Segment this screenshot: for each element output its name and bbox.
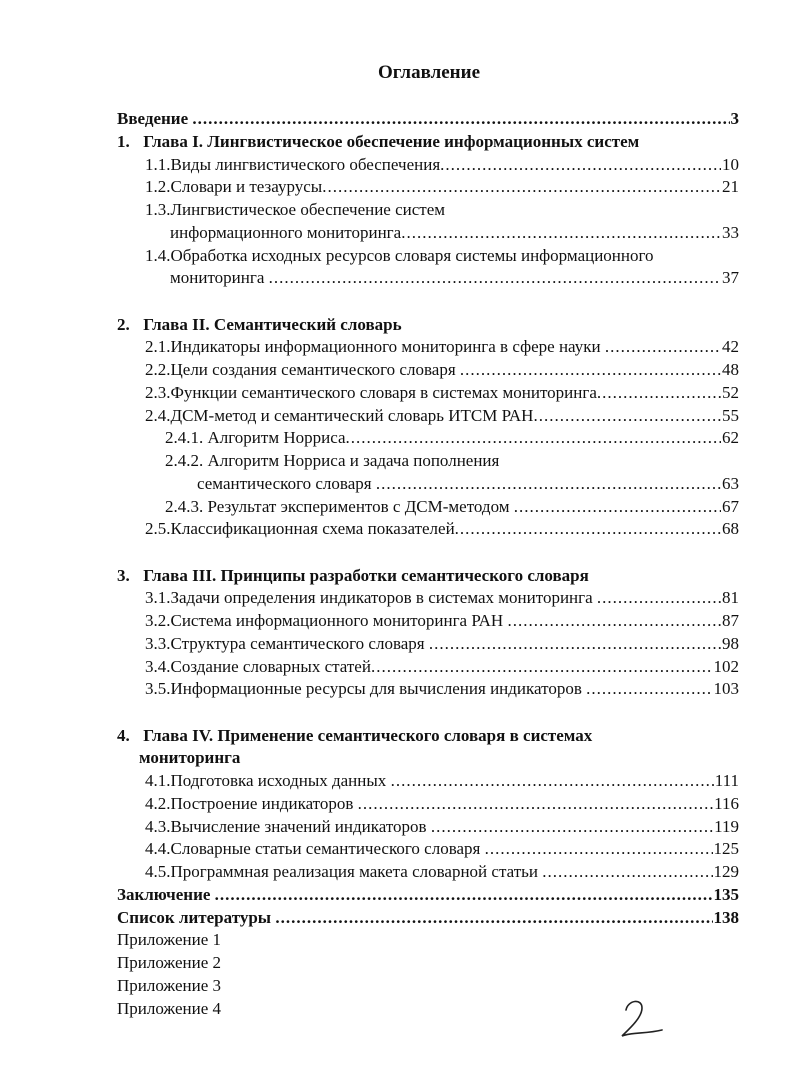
chapter-number: 2. — [117, 314, 130, 334]
dot-leader — [391, 770, 714, 793]
dot-leader — [542, 861, 712, 884]
entry-label: 2.3.Функции семантического словаря в системах мониторинга — [145, 382, 597, 402]
toc-entry-appendix: Приложение 3 — [117, 975, 221, 995]
entry-page: 62 — [722, 428, 739, 448]
dot-leader — [460, 359, 721, 382]
chapter-title: Глава III. Принципы разработки семантического словаря — [143, 565, 589, 585]
chapter-heading — [117, 314, 739, 337]
chapter-number: 3. — [117, 565, 130, 585]
dot-leader — [275, 907, 712, 930]
toc-entry — [117, 176, 739, 199]
toc-entry — [117, 587, 739, 610]
dot-leader — [605, 336, 721, 359]
dot-leader — [215, 884, 713, 907]
toc-entry — [117, 359, 739, 382]
dot-leader — [429, 633, 721, 656]
toc-entry — [117, 633, 739, 656]
entry-page: 87 — [722, 611, 739, 630]
toc-entry — [117, 382, 739, 405]
toc-entry — [117, 678, 739, 701]
toc-entry-references — [117, 907, 739, 930]
dot-leader — [376, 473, 721, 496]
dot-leader — [533, 405, 721, 428]
entry-page: 98 — [722, 633, 739, 653]
handwritten-page-number — [618, 996, 668, 1041]
toc-entry — [117, 518, 739, 541]
entry-page: 129 — [713, 862, 739, 881]
entry-page: 103 — [713, 679, 739, 699]
entry-page: 55 — [722, 405, 739, 425]
chapter-heading — [117, 565, 739, 588]
dot-leader — [192, 108, 729, 131]
chapter-heading — [117, 131, 739, 154]
entry-page: 33 — [722, 222, 739, 242]
entry-page: 116 — [714, 793, 739, 813]
dot-leader — [507, 610, 721, 633]
toc-entry — [117, 838, 739, 861]
entry-page: 10 — [722, 154, 739, 174]
chapter-title: мониторинга — [139, 748, 241, 768]
entry-label: Введение — [117, 109, 189, 128]
dot-leader — [597, 382, 721, 405]
entry-page: 111 — [714, 771, 739, 790]
entry-label: 1.3.Лингвистическое обеспечение систем — [145, 200, 446, 219]
entry-label: 2.5.Классификационная схема показателей — [145, 519, 455, 539]
toc-entry — [117, 199, 739, 222]
entry-label: 1.1.Виды лингвистического обеспечения — [145, 154, 441, 174]
entry-label: 2.4.3. Результат экспериментов с ДСМ-методом — [165, 496, 510, 516]
entry-label: 3.3.Структура семантического словаря — [145, 633, 425, 653]
toc-entry-appendix: Приложение 1 — [117, 930, 221, 950]
entry-label: 4.4.Словарные статьи семантического словаря — [145, 839, 481, 859]
dot-leader — [485, 838, 713, 861]
dot-leader — [514, 496, 721, 519]
chapter-title: Глава I. Лингвистическое обеспечение информационных систем — [143, 131, 640, 151]
entry-label: 2.4.ДСМ-метод и семантический словарь ИТСМ РАН — [145, 405, 534, 425]
entry-label: информационного мониторинга — [170, 222, 402, 242]
entry-page: 125 — [713, 839, 739, 859]
chapter-heading-continuation — [117, 747, 739, 770]
entry-label: Список литературы — [117, 907, 272, 927]
entry-label: 3.1.Задачи определения индикаторов в системах мониторинга — [145, 588, 593, 608]
entry-page: 48 — [722, 360, 739, 379]
table-of-contents — [117, 108, 739, 1020]
entry-label: 3.4.Создание словарных статей — [145, 656, 371, 676]
toc-entry — [117, 816, 739, 839]
page-title: Оглавление — [377, 62, 481, 83]
toc-entry-continuation — [117, 473, 739, 496]
entry-label: 4.1.Подготовка исходных данных — [145, 771, 387, 790]
chapter-heading — [117, 725, 739, 748]
entry-label: 3.2.Система информационного мониторинга РАН — [145, 611, 504, 630]
entry-page: 138 — [713, 907, 739, 927]
entry-page: 81 — [722, 588, 739, 608]
entry-page: 42 — [722, 337, 739, 357]
toc-entry — [117, 427, 739, 450]
entry-page: 119 — [714, 816, 739, 836]
entry-page: 135 — [713, 884, 739, 904]
dot-leader — [401, 222, 721, 245]
entry-page: 67 — [722, 496, 739, 516]
dot-leader — [322, 176, 721, 199]
toc-entry — [117, 793, 739, 816]
entry-label: 3.5.Информационные ресурсы для вычисления индикаторов — [145, 679, 582, 699]
entry-page: 63 — [722, 473, 739, 493]
dot-leader — [371, 656, 713, 679]
entry-label: семантического словаря — [197, 473, 372, 493]
entry-label: 1.2.Словари и тезаурусы — [145, 177, 323, 197]
chapter-number: 4. — [117, 725, 130, 745]
entry-label: 2.4.1. Алгоритм Норриса — [165, 428, 346, 448]
dot-leader — [455, 518, 721, 541]
dot-leader — [597, 587, 721, 610]
toc-entry — [117, 450, 739, 473]
dot-leader — [269, 267, 721, 290]
chapter-number: 1. — [117, 131, 130, 151]
entry-label: 4.3.Вычисление значений индикаторов — [145, 816, 427, 836]
toc-entry — [117, 861, 739, 884]
toc-entry-continuation — [117, 222, 739, 245]
chapter-title: Глава II. Семантический словарь — [143, 314, 402, 334]
entry-label: 2.4.2. Алгоритм Норриса и задача пополнения — [165, 451, 500, 470]
dot-leader — [346, 427, 721, 450]
toc-entry-appendix: Приложение 4 — [117, 998, 221, 1018]
entry-label: 2.2.Цели создания семантического словаря — [145, 360, 456, 379]
entry-page: 52 — [722, 382, 739, 402]
entry-page: 102 — [713, 656, 739, 676]
toc-entry — [117, 154, 739, 177]
entry-label: мониторинга — [170, 268, 265, 288]
toc-entry — [117, 770, 739, 793]
toc-entry — [117, 656, 739, 679]
dot-leader — [586, 678, 712, 701]
toc-entry-appendix: Приложение 2 — [117, 953, 221, 972]
entry-page: 68 — [722, 519, 739, 539]
toc-entry — [117, 610, 739, 633]
toc-entry-conclusion — [117, 884, 739, 907]
entry-page: 21 — [722, 177, 739, 197]
toc-entry — [117, 245, 739, 268]
toc-entry-intro — [117, 108, 739, 131]
entry-label: 2.1.Индикаторы информационного мониторинга в сфере науки — [145, 337, 601, 357]
entry-label: 4.5.Программная реализация макета словарной статьи — [145, 862, 538, 881]
dot-leader — [440, 154, 721, 177]
toc-entry — [117, 496, 739, 519]
entry-page: 37 — [722, 268, 739, 288]
toc-entry-continuation — [117, 267, 739, 290]
toc-entry — [117, 405, 739, 428]
entry-label: 1.4.Обработка исходных ресурсов словаря системы информационного — [145, 245, 654, 265]
entry-label: 4.2.Построение индикаторов — [145, 793, 354, 813]
entry-page: 3 — [730, 109, 739, 128]
entry-label: Заключение — [117, 884, 211, 904]
dot-leader — [358, 793, 713, 816]
dot-leader — [431, 816, 713, 839]
chapter-title: Глава IV. Применение семантического словаря в системах — [143, 725, 593, 745]
toc-entry — [117, 336, 739, 359]
